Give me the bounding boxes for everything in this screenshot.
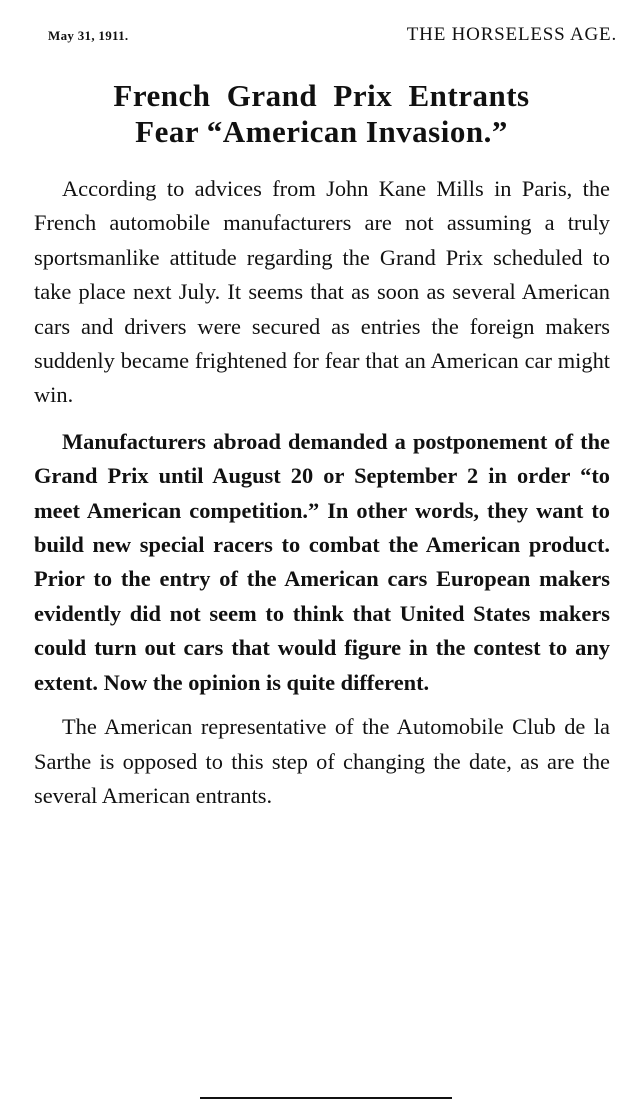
- headline-line-1: French Grand Prix Entrants: [113, 78, 530, 113]
- headline-line-2: Fear “American Invasion.”: [135, 114, 508, 149]
- article-paragraph-2: Manufacturers abroad demanded a postponement of the Grand Prix until August 20 or September 2 in order “to meet American competition.” In other words, they want to build new special racers to combat the American product. Prior to the entry of the American cars European makers evidently did not seem to think that United States makers could turn out cars that would figure in the contest to any extent. Now the opinion is quite different.: [34, 428, 610, 695]
- article-paragraph-1: According to advices from John Kane Mills in Paris, the French automobile manufacturers are not assuming a truly sportsmanlike attitude regarding the Grand Prix scheduled to take place next July. It seems that as soon as several American cars and drivers were secured as entries the foreign makers suddenly became frightened for fear that an American car might win.: [34, 176, 610, 408]
- article-body: [34, 172, 610, 813]
- publication-name: THE HORSELESS AGE.: [406, 24, 617, 45]
- article-paragraph-3: The American representative of the Automobile Club de la Sarthe is opposed to this step of changing the date, as are the several American entrants.: [34, 714, 610, 808]
- article-headline: [24, 78, 619, 150]
- issue-date: May 31, 1911.: [48, 28, 129, 43]
- end-rule-divider: [200, 1097, 452, 1099]
